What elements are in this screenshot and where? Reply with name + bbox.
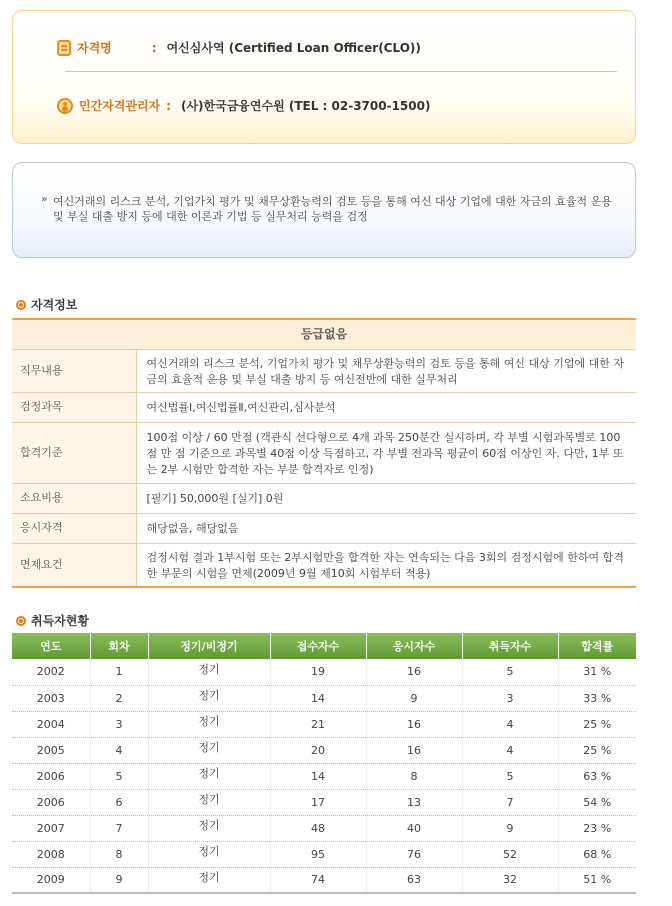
pass-rate-cell: 23 % xyxy=(558,815,636,841)
manager-colon: : xyxy=(166,98,171,113)
year-cell: 2005 xyxy=(12,737,90,763)
year-cell: 2008 xyxy=(12,841,90,867)
info-label: 면제요건 xyxy=(12,543,136,587)
table-row xyxy=(12,685,636,711)
info-value: [필기] 50,000원 [실기] 0원 xyxy=(136,483,636,513)
cert-info-table xyxy=(12,318,636,588)
year-cell: 2009 xyxy=(12,867,90,893)
acquisition-stats-table xyxy=(12,633,636,894)
description-text: 여신거래의 리스크 분석, 기업가치 평가 및 채무상환능력의 검토 등을 통해 여신 대상 기업에 대한 자금의 효율적 운용 및 부실 대출 방지 등에 대한 이론과 기법 등 실무처리 능력을 검정 xyxy=(53,195,612,223)
stats-header-row xyxy=(12,633,636,659)
person-icon xyxy=(57,98,73,114)
round-cell: 3 xyxy=(90,711,148,737)
acquirers-cell: 9 xyxy=(462,815,558,841)
type-cell: 정기 xyxy=(148,685,270,711)
acquirers-cell: 5 xyxy=(462,763,558,789)
round-cell: 2 xyxy=(90,685,148,711)
year-cell: 2004 xyxy=(12,711,90,737)
col-header-year: 연도 xyxy=(12,633,90,659)
pass-rate-cell: 25 % xyxy=(558,737,636,763)
round-cell: 1 xyxy=(90,659,148,685)
acquirers-cell: 32 xyxy=(462,867,558,893)
examinees-cell: 9 xyxy=(366,685,462,711)
document-icon xyxy=(57,40,71,56)
acquirers-cell: 4 xyxy=(462,737,558,763)
col-header-pass-rate: 합격률 xyxy=(558,633,636,659)
info-section-title xyxy=(16,296,77,313)
info-value: 100점 이상 / 60 만점 (객관식 선다형으로 4개 과목 250분간 실시하며, 각 부별 시험과목별로 100점 만 점 기준으로 과목별 40점 이상 득점하고, 각 부별 전과목 평균이 60점 이상인 자. 다만, 1부 또는 2부 시험만 합격한 자는 부분 합격자로 인정) xyxy=(136,422,636,483)
type-cell: 정기 xyxy=(148,841,270,867)
manager-row xyxy=(57,97,430,114)
round-cell: 6 xyxy=(90,789,148,815)
examinees-cell: 16 xyxy=(366,711,462,737)
info-label: 합격기준 xyxy=(12,422,136,483)
info-value: 여신거래의 리스크 분석, 기업가치 평가 및 채무상환능력의 검토 등을 통해 여신 대상 기업에 대한 자금의 효율적 운용 및 부실 대출 방지 등 여신전반에 대한 실무처리 xyxy=(136,349,636,392)
round-cell: 8 xyxy=(90,841,148,867)
applicants-cell: 14 xyxy=(270,685,366,711)
table-row xyxy=(12,789,636,815)
section-bullet-icon xyxy=(16,300,26,310)
year-cell: 2002 xyxy=(12,659,90,685)
pass-rate-cell: 68 % xyxy=(558,841,636,867)
year-cell: 2006 xyxy=(12,789,90,815)
table-row xyxy=(12,763,636,789)
type-cell: 정기 xyxy=(148,711,270,737)
applicants-cell: 19 xyxy=(270,659,366,685)
info-section-title-text: 자격정보 xyxy=(31,298,78,312)
table-row xyxy=(12,659,636,685)
info-label: 검정과목 xyxy=(12,392,136,422)
table-row xyxy=(12,867,636,893)
cert-name-label: 자격명 xyxy=(77,41,112,55)
pass-rate-cell: 25 % xyxy=(558,711,636,737)
cert-name-colon: : xyxy=(151,40,157,55)
round-cell: 9 xyxy=(90,867,148,893)
info-label: 직무내용 xyxy=(12,349,136,392)
cert-name-row xyxy=(57,39,421,56)
acquirers-cell: 7 xyxy=(462,789,558,815)
section-bullet-icon xyxy=(16,616,26,626)
certificate-header-box xyxy=(12,10,636,144)
info-value: 검정시험 결과 1부시험 또는 2부시험만을 합격한 자는 연속되는 다음 3회의 검정시험에 한하여 합격한 부문의 시험을 면제(2009년 9월 제10회 시험부터 적용) xyxy=(136,543,636,587)
pass-rate-cell: 63 % xyxy=(558,763,636,789)
header-divider xyxy=(65,71,617,72)
stats-section-title xyxy=(16,612,89,629)
type-cell: 정기 xyxy=(148,789,270,815)
applicants-cell: 20 xyxy=(270,737,366,763)
year-cell: 2003 xyxy=(12,685,90,711)
round-cell: 4 xyxy=(90,737,148,763)
applicants-cell: 95 xyxy=(270,841,366,867)
type-cell: 정기 xyxy=(148,659,270,685)
examinees-cell: 40 xyxy=(366,815,462,841)
manager-label: 민간자격관리자 xyxy=(79,99,161,113)
type-cell: 정기 xyxy=(148,763,270,789)
table-row xyxy=(12,841,636,867)
year-cell: 2007 xyxy=(12,815,90,841)
type-cell: 정기 xyxy=(148,815,270,841)
description-box xyxy=(12,162,636,258)
grade-cell: 등급없음 xyxy=(12,319,636,349)
applicants-cell: 48 xyxy=(270,815,366,841)
examinees-cell: 16 xyxy=(366,737,462,763)
table-row xyxy=(12,815,636,841)
round-cell: 7 xyxy=(90,815,148,841)
cert-name-value: 여신심사역 (Certified Loan Officer(CLO)) xyxy=(166,41,421,55)
acquirers-cell: 3 xyxy=(462,685,558,711)
examinees-cell: 76 xyxy=(366,841,462,867)
col-header-round: 회차 xyxy=(90,633,148,659)
manager-value: (사)한국금융연수원 (TEL : 02-3700-1500) xyxy=(180,99,431,113)
pass-rate-cell: 54 % xyxy=(558,789,636,815)
col-header-examinees: 응시자수 xyxy=(366,633,462,659)
applicants-cell: 17 xyxy=(270,789,366,815)
examinees-cell: 13 xyxy=(366,789,462,815)
year-cell: 2006 xyxy=(12,763,90,789)
pass-rate-cell: 51 % xyxy=(558,867,636,893)
round-cell: 5 xyxy=(90,763,148,789)
applicants-cell: 74 xyxy=(270,867,366,893)
bullet-icon: » xyxy=(41,194,48,205)
info-label: 응시자격 xyxy=(12,513,136,543)
col-header-acquirers: 취득자수 xyxy=(462,633,558,659)
examinees-cell: 16 xyxy=(366,659,462,685)
stats-section-title-text: 취득자현황 xyxy=(31,614,89,628)
examinees-cell: 63 xyxy=(366,867,462,893)
info-value: 해당없음, 해당없음 xyxy=(136,513,636,543)
col-header-applicants: 접수자수 xyxy=(270,633,366,659)
applicants-cell: 21 xyxy=(270,711,366,737)
info-label: 소요비용 xyxy=(12,483,136,513)
table-row xyxy=(12,711,636,737)
pass-rate-cell: 31 % xyxy=(558,659,636,685)
pass-rate-cell: 33 % xyxy=(558,685,636,711)
acquirers-cell: 4 xyxy=(462,711,558,737)
table-row xyxy=(12,737,636,763)
type-cell: 정기 xyxy=(148,737,270,763)
col-header-type: 정기/비정기 xyxy=(148,633,270,659)
type-cell: 정기 xyxy=(148,867,270,893)
acquirers-cell: 52 xyxy=(462,841,558,867)
info-value: 여신법률Ⅰ,여신법률Ⅱ,여신관리,심사분석 xyxy=(136,392,636,422)
examinees-cell: 8 xyxy=(366,763,462,789)
applicants-cell: 14 xyxy=(270,763,366,789)
acquirers-cell: 5 xyxy=(462,659,558,685)
